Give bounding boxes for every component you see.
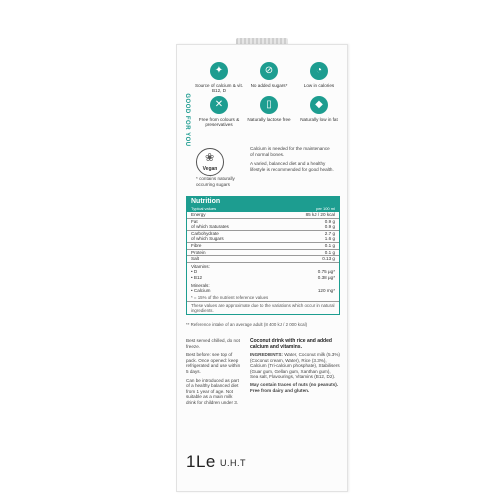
low-calorie-icon: ◔: [310, 62, 328, 80]
free-from: Free from dairy and gluten.: [250, 387, 310, 393]
benefit-lactose-free: ▯ Naturally lactose free: [245, 96, 293, 122]
lactose-free-icon: ▯: [260, 96, 278, 114]
nutrition-row: Carbohydrate 2.7 g: [187, 230, 339, 237]
nutrition-row: Protein 0.1 g: [187, 249, 339, 256]
good-for-you-label: GOOD FOR YOU: [184, 93, 190, 147]
no-sugar-icon: ⊘: [260, 62, 278, 80]
calcium-icon: ✦: [210, 62, 228, 80]
reference-intake: ** Reference intake of an average adult (8 400 kJ / 2 000 kcal): [186, 322, 308, 327]
uht-label: U.H.T: [220, 458, 246, 468]
benefit-no-preservatives: ✕ Free from colours & preservatives: [195, 96, 243, 128]
approx-note: These values are approximate due to the variations which occur in natural ingredients.: [187, 301, 339, 314]
nrv-note: * = 15% of the nutrient reference values: [191, 294, 269, 300]
vegan-logo: ❀ Vegan: [196, 148, 224, 176]
nutrition-row: of which Sugars 1.6 g: [191, 236, 335, 242]
nutrition-header: Nutrition Typical values per 100 ml: [187, 197, 339, 212]
vitamins-block: Vitamins: • D 0.75 µg* • B12 0.38 µg* Minerals: • Calcium 120 mg* * = 15% of the nutrient reference values: [187, 262, 339, 301]
nutrition-table: [186, 196, 340, 315]
storage-info: Best served chilled, do not freeze. Best before: see top of pack. Once opened: keep refrigerated and use within 5 days. Can be introduced as part of a healthy balanced diet from 1 year of age. Not suitable as a main milk drink for children under 3.: [186, 338, 241, 405]
low-fat-icon: ◆: [310, 96, 328, 114]
volume-label: 1Le: [186, 452, 216, 471]
allergen-traces: May contain traces of nuts (no peanuts).: [250, 381, 339, 387]
no-preservatives-icon: ✕: [210, 96, 228, 114]
product-heading: Coconut drink with rice and added calcium and vitamins.: [250, 338, 332, 350]
ingredients: INGREDIENTS: Water, Coconut milk (5.3%) (Coconut cream, Water), Rice (3.3%), Calcium (Tri-calcium phosphate), Stabilisers (Guar gum, Gellan gum, Xanthan gum), Sea salt, Flavourings, Vitamins (B12, D2).: [250, 352, 340, 380]
health-claims: [250, 146, 334, 172]
lifestyle-claim: A varied, balanced diet and a healthy lifestyle is recommended for good health.: [250, 161, 334, 172]
calcium-claim: Calcium is needed for the maintenance of normal bones.: [250, 146, 330, 157]
sugars-footnote: * contains naturally occurring sugars: [196, 176, 235, 187]
benefit-low-fat: ◆ Naturally low in fat: [295, 96, 343, 122]
nutrition-row: Energy 85 kJ / 20 kcal: [191, 212, 335, 217]
sunflower-icon: ❀: [205, 152, 215, 164]
benefit-low-calorie: ◔ Low in calories: [295, 62, 343, 88]
nutrition-row: Fibre 0.1 g: [187, 242, 339, 249]
nutrition-row: of which Saturates 0.9 g: [191, 224, 335, 230]
benefit-no-sugar: ⊘ No added sugars*: [245, 62, 293, 88]
vitamin-row: • D 0.75 µg*: [191, 269, 335, 275]
mineral-row: • Calcium 120 mg*: [191, 288, 335, 294]
nutrition-row: Fat 0.9 g: [187, 218, 339, 225]
product-description: [250, 338, 340, 393]
vitamin-row: • B12 0.38 µg*: [191, 274, 335, 280]
nutrition-row: Salt 0.13 g: [187, 255, 339, 262]
benefit-calcium: ✦ Source of calcium & vit. B12, D: [195, 62, 243, 94]
